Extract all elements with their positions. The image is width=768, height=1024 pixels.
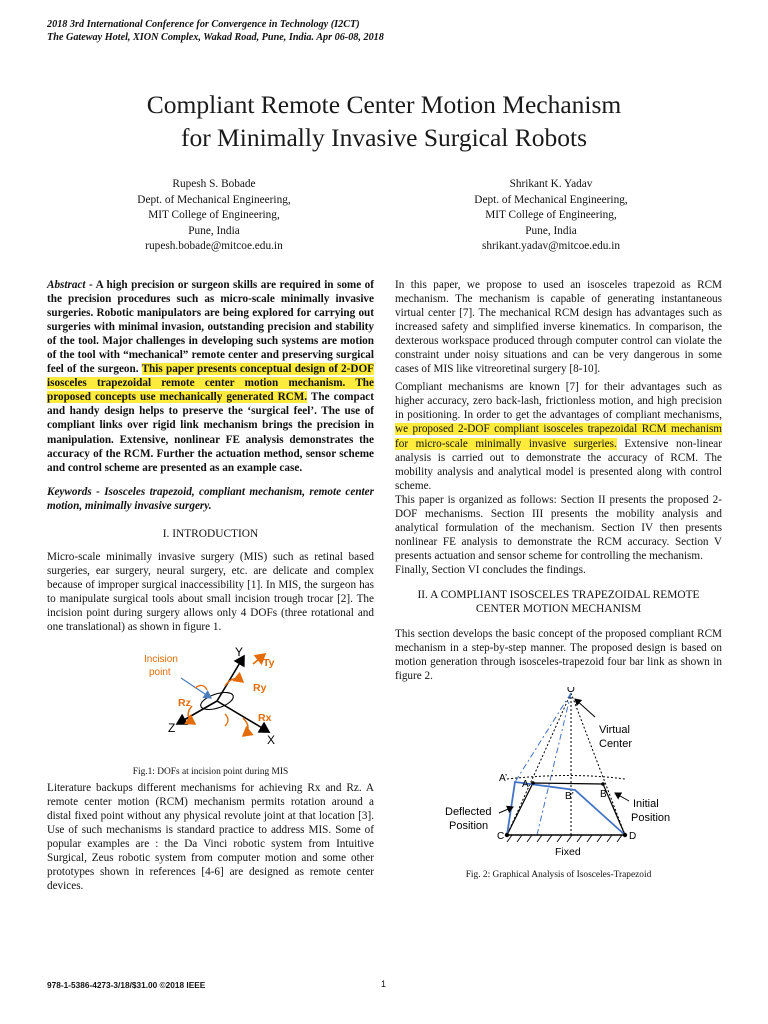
right-paragraph-2: Compliant mechanisms are known [7] for their advantages such as higher accuracy, zero back-lash, frictionless motion, and high precision in positioning. In order to get the advantages of compliant mechanisms, we proposed 2-DOF compliant isosceles trapezoidal RCM mechanism for micro-scale minimally invasive surgeries. Extensive non-linear analysis is carried out to demonstrate the accuracy of RCM. The mobility analysis and analytical model is presented along with control scheme. [395,381,722,492]
figure-2-diagram [395,687,722,877]
right-paragraph-3: This paper is organized as follows: Section II presents the proposed 2-DOF mechanisms. Section III presents the mobility analysis and analytical formulation of the mechanism. Section IV then presents nonlinear FE analysis to demonstrate the RCM accuracy. Section V presents actuation and sensor scheme for controlling the mechanism. [395,493,722,562]
author-block-1 [64,177,364,255]
rx-arrow [243,718,248,736]
keywords: Keywords - Isosceles trapezoid, compliant mechanism, remote center motion, minimally invasive surgery. [47,485,374,512]
author-college: MIT College of Engineering, [148,209,280,221]
virtual-label-2: Center [599,738,633,751]
virtual-label-1: Virtual [599,724,630,737]
right-paragraph-1: In this paper, we propose to used an isosceles trapezoid as RCM mechanism. The mechanism is capable of generating instantaneous virtual center [7]. The mechanical RCM design has advantages such as increased safety and simplified inverse kinematics. In comparison, the dexterous workspace produced through computer control can violate the constraint under noisy situations and can be very dangerous in some cases of MIS like vitreoretinal surgery [8-10]. [395,279,722,376]
intro-paragraph-2: Literature backups different mechanisms for achieving Rx and Rz. A remote center motion (RCM) mechanism permits rotation around a distal fixed point without any physical revolute joint at that location [3]. Use of such mechanisms is standard practice to address MIS. Some of popular examples are : the Da Vinci robotic system from Intuitive Surgical, Zeus robotic system from computer motion and some other prototypes shown in references [4-6] are designed as remote center devices. [47,781,374,892]
label-a: A [522,779,529,791]
right-column [395,278,722,887]
label-o: O [567,687,575,696]
x-label: X [267,732,276,747]
initial-pointer [615,793,629,801]
incision-label-2: point [149,666,171,678]
fixed-hatching [507,835,622,842]
figure-1 [47,646,374,781]
rz-label: Rz [178,696,191,709]
initial-label-2: Position [631,812,671,825]
virtual-center-pointer [575,699,595,717]
section2-paragraph-1: This section develops the basic concept of the proposed compliant RCM mechanism in a step-by-step manner. The proposed design is based on motion generation through isosceles-trapezoid four bar link as shown in figure 2. [395,627,722,683]
section-heading-2: II. A COMPLIANT ISOSCELES TRAPEZOIDAL REMOTE CENTER MOTION MECHANISM [417,588,700,616]
section-heading-introduction: I. INTRODUCTION [162,527,259,540]
rz-arc [195,685,207,690]
author-college: MIT College of Engineering, [485,209,617,221]
label-b: B [600,789,607,801]
rx-label: Rx [258,711,272,724]
line-oa-prime [515,693,571,782]
author-block-2 [401,177,701,255]
label-c: C [497,831,505,843]
author-city: Pune, India [525,224,577,237]
initial-label-1: Initial [633,798,659,811]
joint-c [505,833,509,837]
right-highlight: we proposed 2-DOF compliant isosceles trapezoidal RCM mechanism for micro-scale minimally invasive surgeries. [395,423,722,450]
joint-b [601,782,605,786]
author-name: Shrikant K. Yadav [509,178,593,190]
joint-d [623,833,627,837]
line-oc [507,693,571,835]
z-label: Z [168,720,176,735]
deflected-label-1: Deflected [445,806,492,819]
incision-label-1: Incision [144,653,178,665]
fixed-label: Fixed [555,846,581,859]
figure-2-caption: Fig. 2: Graphical Analysis of Isosceles-Trapezoid [465,870,652,881]
author-dept: Dept. of Mechanical Engineering, [474,193,628,206]
y-label: Y [235,645,244,659]
figure-1-diagram [47,646,374,781]
figure-2 [395,687,722,887]
deflected-label-2: Position [449,820,489,833]
label-a-prime: A’ [499,773,508,785]
page-number: 1 [381,979,387,989]
ry-label: Ry [253,681,267,694]
abstract-highlight: This paper presents conceptual design of 2-DOF isosceles trapezoidal remote center motion mechanism. The proposed concepts use mechanically generated RCM. [47,363,374,404]
line-dash-dot [537,693,571,835]
footer-isbn: 978-1-5386-4273-3/18/$31.00 ©2018 IEEE [47,980,206,990]
rx-arc [225,714,228,726]
left-column [47,278,374,893]
ry-arrow [225,678,243,685]
abstract: Abstract - A high precision or surgeon skills are required in some of the precision procedures such as micro-scale minimally invasive surgeries. Robotic manipulators are being explored for carrying out surgeries with minimal invasion, outstanding precision and stability of the tool. Major challenges in developing such systems are motion of the tool with “mechanical” remote center and preserving surgical feel of the surgeon. This paper presents conceptual design of 2-DOF isosceles trapezoidal remote center motion mechanism. The proposed concepts use mechanically generated RCM. The compact and handy design helps to preserve the ‘surgical feel’. The use of compliant links over rigid link mechanism brings the precision in manipulation. Extensive, nonlinear FE analysis demonstrates the accuracy of the RCM. Further the actuation method, sensor scheme and control scheme are presented as an example case. [47,279,374,474]
joint-a [531,781,535,785]
author-city: Pune, India [188,224,240,237]
line-od [571,693,625,835]
author-name: Rupesh S. Bobade [172,178,256,190]
intro-paragraph-1: Micro-scale minimally invasive surgery (MIS) such as retinal based surgeries, ear surgery, neural surgery, etc. are delicate and complex because of improper surgical inaccessibility [1]. In MIS, the surgeon has to manipulate surgical tools about small incision trough trocar [2]. The incision point during surgery allows only 4 DOFs (three rotational and one translational) as shown in figure 1. [47,551,374,634]
conference-venue: The Gateway Hotel, XION Complex, Wakad Road, Pune, India. Apr 06-08, 2018 [47,32,384,43]
label-d: D [629,831,637,843]
paper-title: Compliant Remote Center Motion Mechanism for Minimally Invasive Surgical Robots [146,90,622,152]
author-dept: Dept. of Mechanical Engineering, [137,193,291,206]
y-axis [217,656,244,701]
conference-name: 2018 3rd International Conference for Convergence in Technology (I2CT) [47,19,360,30]
conference-header [47,18,547,44]
label-b-prime: B’ [565,791,574,803]
right-paragraph-4: Finally, Section VI concludes the findings. [395,563,586,576]
author-email: rupesh.bobade@mitcoe.edu.in [145,240,283,252]
ty-label: Ty [263,656,275,669]
figure-1-caption: Fig.1: DOFs at incision point during MIS [132,766,289,777]
author-email: shrikant.yadav@mitcoe.edu.in [481,240,621,252]
